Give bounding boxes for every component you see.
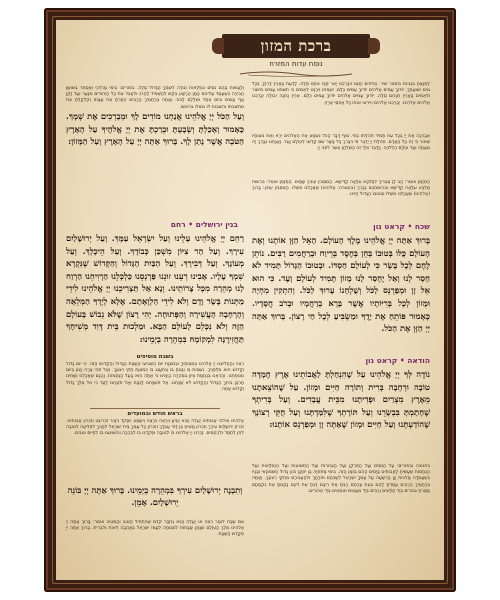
divider-line — [90, 408, 220, 409]
right-zimun-text-2: הַמְזַמֵּן אוֹמֵר: הַב לָן וְנִבְרִיךְ לְמַלְכָּא עִלָּאָה קַדִּישָׁא. הַמְּסֻבִּין עוֹנִין: שָׁמַיִם. הַמְזַמֵּן אוֹמֵר: בִּרְשׁוּת מַלְכָּא עִלָּאָה קַדִּישָׁא וּבִרְשׁוּתְכֶם נְבָרֵךְ (בעשרה: אֱלֹהֵינוּ) שֶׁאָכַלְנוּ מִשֶּׁלּוֹ. הַמְּסֻבִּין עוֹנִין: בָּרוּךְ (אֱלֹהֵינוּ) שֶׁאָכַלְנוּ מִשֶּׁלּוֹ וּבְטוּבוֹ הַגָּדוֹל חָיִינוּ. — [252, 180, 430, 198]
right-bottom-text: בחנוכה ובפורים: עַל הַנִּסִּים וְעַל הַפֻּרְקָן וְעַל הַגְּבוּרוֹת וְעַל הַתְּשׁוּעוֹת וְעַל הַנִּפְלָאוֹת וְעַל הַנֶּחָמוֹת שֶׁעָשִׂיתָ לַאֲבוֹתֵינוּ בַּיָּמִים הָהֵם בִּזְּמַן הַזֶּה. בִּימֵי מַתִּתְיָה בֶן יוֹחָנָן כֹּהֵן גָּדוֹל חַשְׁמוֹנָאִי וּבָנָיו כְּשֶׁעָמְדָה מַלְכוּת יָוָן הָרְשָׁעָה עַל עַמְּךָ יִשְׂרָאֵל לְשַׁכְּחָם תּוֹרָתָךְ וּלְהַעֲבִירָם מֵחֻקֵּי רְצוֹנָךְ. וְאַתָּה בְּרַחֲמֶיךָ הָרַבִּים עָמַדְתָּ לָהֶם בְּעֵת צָרָתָם רַבְתָּ אֶת רִיבָם דַּנְתָּ אֶת דִּינָם נָקַמְתָּ אֶת נִקְמָתָם מָסַרְתָּ גִבּוֹרִים בְּיַד חַלָּשִׁים וְרַבִּים בְּיַד מְעַטִּים וּטְמֵאִים בְּיַד טְהוֹרִים. — [252, 464, 430, 494]
left-bottom-text: אִם שָׁכַח לוֹמַר רְצֵה אוֹ יַעֲלֶה וְיָבֹא וְנִזְכַּר קֹדֶם שֶׁהִתְחִיל הַטּוֹב וְהַמֵּטִיב אוֹמֵר: בָּרוּךְ אַתָּה יְיָ אֱלֹהֵינוּ מֶלֶךְ הָעוֹלָם שֶׁנָּתַן שַׁבָּתוֹת לִמְנוּחָה לְעַמּוֹ יִשְׂרָאֵל בְּאַהֲבָה לְאוֹת וְלִבְרִית. בָּרוּךְ אַתָּה יְיָ מְקַדֵּשׁ הַשַּׁבָּת. — [66, 520, 244, 538]
right-zimun-text: אֲבָרְכָה אֶת יְיָ בְּכָל עֵת תָּמִיד תְּהִלָּתוֹ בְּפִי. סוֹף דָּבָר הַכֹּל נִשְׁמָע אֶת הָאֱלֹהִים יְרָא וְאֶת מִצְוֹתָיו שְׁמוֹר כִּי זֶה כָּל הָאָדָם. תְּהִלַּת יְיָ יְדַבֶּר פִּי וִיבָרֵךְ כָּל בָּשָׂר שֵׁם קָדְשׁוֹ לְעוֹלָם וָעֶד. וַאֲנַחְנוּ נְבָרֵךְ יָהּ מֵעַתָּה וְעַד עוֹלָם הַלְלוּיָהּ. וַיְדַבֵּר אֵלַי זֶה הַשֻּׁלְחָן אֲשֶׁר לִפְנֵי יְיָ. — [252, 134, 430, 152]
left-para-rachem: רַחֵם יְיָ אֱלֹהֵינוּ עָלֵינוּ וְעַל יִשְׂרָאֵל עַמָּךְ. וְעַל יְרוּשָׁלַיִם עִירָךְ. וְעַל הַר צִיּוֹן מִשְׁכַּן כְּבוֹדָךְ. וְעַל הֵיכָלָךְ. וְעַל מְעוֹנָךְ. וְעַל דְּבִירָךְ. וְעַל הַבַּיִת הַגָּדוֹל וְהַקָּדוֹשׁ שֶׁנִּקְרָא שִׁמְךָ עָלָיו. אָבִינוּ רְעֵנוּ זוּנֵנוּ פַּרְנְסֵנוּ כַּלְכְּלֵנוּ הַרְוִיחֵנוּ הַרְוַח לָנוּ מְהֵרָה מִכָּל צָרוֹתֵינוּ. וְנָא אַל תַּצְרִיכֵנוּ יְיָ אֱלֹהֵינוּ לִידֵי מַתְּנוֹת בָּשָׂר וָדָם וְלֹא לִידֵי הַלְוָאָתָם. אֶלָּא לְיָדְךָ הַמְּלֵאָה וְהָרְחָבָה הָעֲשִׁירָה וְהַפְּתוּחָה. יְהִי רָצוֹן שֶׁלֹּא נֵבוֹשׁ בָּעוֹלָם הַזֶּה וְלֹא נִכָּלֵם לָעוֹלָם הַבָּא. וּמַלְכוּת בֵּית דָּוִד מְשִׁיחָךְ תַּחֲזִירֶנָּה לִמְקוֹמָהּ בִּמְהֵרָה בְיָמֵינוּ: — [66, 233, 244, 344]
section-label-zan: שכח • קראט נון — [373, 222, 430, 231]
left-retzeh-text: רְצֵה וְהַחֲלִיצֵנוּ יְיָ אֱלֹהֵינוּ בְּמִצְוֹתֶיךָ וּבְמִצְוַת יוֹם הַשְּׁבִיעִי הַשַּׁבָּת הַגָּדוֹל וְהַקָּדוֹשׁ הַזֶּה. כִּי יוֹם גָּדוֹל וְקָדוֹשׁ הוּא מִלְּפָנֶיךָ. נִשְׁבּוֹת בּוֹ וְנָנוּחַ בּוֹ וְנִתְעַנֵּג בּוֹ כְּמִצְוַת חֻקֵּי רְצוֹנָךְ. וְאַל תְּהִי צָרָה וְיָגוֹן בְּיוֹם מְנוּחָתֵנוּ. וְהַרְאֵנוּ בְּנֶחָמַת צִיּוֹן בִּמְהֵרָה בְיָמֵינוּ כִּי אַתָּה הוּא בַּעַל הַנֶּחָמוֹת. וַהֲגַם שֶׁאָכַלְנוּ וְשָׁתִינוּ חָרְבַּן בֵּיתְךָ הַגָּדוֹל וְהַקָּדוֹשׁ לֹא שָׁכַחְנוּ. אַל תִּשְׁכָּחֵנוּ לָנֶצַח וְאַל תִּזְנָחֵנוּ לָעַד כִּי אֵל מֶלֶךְ גָּדוֹל וְקָדוֹשׁ אָתָּה. — [66, 362, 244, 392]
page-subtitle: נוסח עדות המזרח — [269, 60, 323, 68]
left-head-shabbat: בשבת מוסיפים — [136, 354, 174, 360]
section-label-rachem: בנין ירושלים • רחם — [170, 220, 238, 229]
flourish-ornament — [238, 70, 354, 78]
left-top-text: וְלַעֲשׂוֹת בָּהֶם נִסִּים וְנִפְלָאוֹת וְנוֹדֶה לְשִׁמְךָ הַגָּדוֹל סֶלָה. בפורים: בִּימֵי מָרְדְּכַי וְאֶסְתֵּר בְּשׁוּשַׁן הַבִּירָה כְּשֶׁעָמַד עֲלֵיהֶם הָמָן הָרָשָׁע בִּקֵּשׁ לְהַשְׁמִיד לַהֲרֹג וּלְאַבֵּד אֶת כָּל הַיְּהוּדִים מִנַּעַר וְעַד זָקֵן טַף וְנָשִׁים בְּיוֹם אֶחָד וּשְׁלָלָם לָבוֹז. וְאַתָּה בְּרַחֲמֶיךָ הָרַבִּים הֵפַרְתָּ אֶת עֲצָתוֹ וְקִלְקַלְתָּ אֶת מַחֲשַׁבְתּוֹ וַהֲשֵׁבוֹתָ לּוֹ גְּמוּלוֹ בְּרֹאשׁוֹ. — [66, 86, 244, 108]
left-yaaleh-text: אֱלֹהֵינוּ וֵאלֹהֵי אֲבוֹתֵינוּ יַעֲלֶה וְיָבֹא וְיַגִּיעַ וְיֵרָאֶה וְיֵרָצֶה וְיִשָּׁמַע וְיִפָּקֵד וְיִזָּכֵר זִכְרוֹנֵנוּ וְזִכְרוֹן אֲבוֹתֵינוּ. זִכְרוֹן יְרוּשָׁלַיִם עִירָךְ וְזִכְרוֹן מָשִׁיחַ בֶּן דָּוִד עַבְדָּךְ וְזִכְרוֹן כָּל עַמְּךָ בֵּית יִשְׂרָאֵל לְפָנֶיךָ לִפְלֵיטָה לְטוֹבָה לְחֵן לְחֶסֶד וּלְרַחֲמִים. זָכְרֵנוּ יְיָ אֱלֹהֵינוּ בּוֹ לְטוֹבָה וּפָקְדֵנוּ בוֹ לִבְרָכָה וְהוֹשִׁיעֵנוּ בוֹ לְחַיִּים טוֹבִים. — [66, 419, 244, 437]
section-label-hodaah: הודאה • קראט נון — [365, 356, 430, 365]
right-para-hodaah: נוֹדֶה לְּךָ יְיָ אֱלֹהֵינוּ עַל שֶׁהִנְחַלְתָּ לַאֲבוֹתֵינוּ אֶרֶץ חֶמְדָּה טוֹבָה וּרְחָבָה בְּרִית וְתוֹרָה חַיִּים וּמָזוֹן. עַל שֶׁהוֹצֵאתָנוּ מֵאֶרֶץ מִצְרַיִם וּפְדִיתָנוּ מִבֵּית עֲבָדִים. וְעַל בְּרִיתְךָ שֶׁחָתַמְתָּ בִּבְשָׂרֵנוּ וְעַל תּוֹרָתְךָ שֶׁלִּמַּדְתָּנוּ וְעַל חֻקֵּי רְצוֹנָךְ שֶׁהוֹדַעְתָּנוּ וְעַל חַיִּים וּמָזוֹן שֶׁאַתָּה זָן וּמְפַרְנֵס אוֹתָנוּ: — [252, 369, 430, 430]
page-title: ברכת המזון — [260, 36, 332, 55]
right-intro-text: לַמְנַצֵּחַ בִּנְגִינֹת מִזְמוֹר שִׁיר. אֱלֹהִים יְחָנֵּנוּ וִיבָרְכֵנוּ יָאֵר פָּנָיו אִתָּנוּ סֶלָה. לָדַעַת בָּאָרֶץ דַּרְכֶּךָ בְּכָל גּוֹיִם יְשׁוּעָתֶךָ. יוֹדוּךָ עַמִּים אֱלֹהִים יוֹדוּךָ עַמִּים כֻּלָּם. יִשְׂמְחוּ וִירַנְּנוּ לְאֻמִּים כִּי תִשְׁפֹּט עַמִּים מִישׁוֹר וּלְאֻמִּים בָּאָרֶץ תַּנְחֵם סֶלָה. יוֹדוּךָ עַמִּים אֱלֹהִים יוֹדוּךָ עַמִּים כֻּלָּם. אֶרֶץ נָתְנָה יְבוּלָהּ יְבָרְכֵנוּ אֱלֹהִים אֱלֹהֵינוּ. יְבָרְכֵנוּ אֱלֹהִים וְיִירְאוּ אוֹתוֹ כָּל אַפְסֵי אָרֶץ. — [252, 82, 430, 106]
title-banner — [222, 34, 370, 58]
left-para-al-hakol: וְעַל הַכֹּל יְיָ אֱלֹהֵינוּ אֲנַחְנוּ מוֹדִים לָךְ וּמְבָרְכִים אֶת שְׁמָךְ. כָּאָמוּר וְאָכַלְתָּ וְשָׂבָעְתָּ וּבֵרַכְתָּ אֶת יְיָ אֱלֹהֶיךָ עַל הָאָרֶץ הַטֹּבָה אֲשֶׁר נָתַן לָךְ. בָּרוּךְ אַתָּה יְיָ עַל הָאָרֶץ וְעַל הַמָּזוֹן: — [66, 111, 244, 147]
left-para-boneh: וְתִבְנֶה יְרוּשָׁלַיִם עִירְךָ בִּמְהֵרָה בְיָמֵינוּ. בָּרוּךְ אַתָּה יְיָ בּוֹנֵה יְרוּשָׁלָיִם. אָמֵן. — [67, 485, 243, 507]
left-head-rosh-chodesh: בראש חודש ובמועדים — [127, 411, 183, 417]
right-para-zan: בָּרוּךְ אַתָּה יְיָ אֱלֹהֵינוּ מֶלֶךְ הָעוֹלָם. הָאֵל הַזָּן אוֹתָנוּ וְאֶת הָעוֹלָם כֻּלּוֹ בְּטוּבוֹ בְּחֵן בְּחֶסֶד בְּרֵיוַח וּבְרַחֲמִים רַבִּים. נוֹתֵן לֶחֶם לְכָל בָּשָׂר כִּי לְעוֹלָם חַסְדּוֹ. וּבְטוּבוֹ הַגָּדוֹל תָּמִיד לֹא חָסַר לָנוּ וְאַל יֶחְסַר לָנוּ מָזוֹן תָּמִיד לְעוֹלָם וָעֶד. כִּי הוּא אֵל זָן וּמְפַרְנֵס לַכֹּל וְשֻׁלְחָנוֹ עָרוּךְ לַכֹּל. וְהִתְקִין מִחְיָה וּמָזוֹן לְכָל בְּרִיּוֹתָיו אֲשֶׁר בָּרָא בְרַחֲמָיו וּבְרֹב חֲסָדָיו. כָּאָמוּר פּוֹתֵחַ אֶת יָדֶךָ וּמַשְׂבִּיעַ לְכָל חַי רָצוֹן. בָּרוּךְ אַתָּה יְיָ הַזָּן אֶת הַכֹּל. — [252, 235, 430, 334]
